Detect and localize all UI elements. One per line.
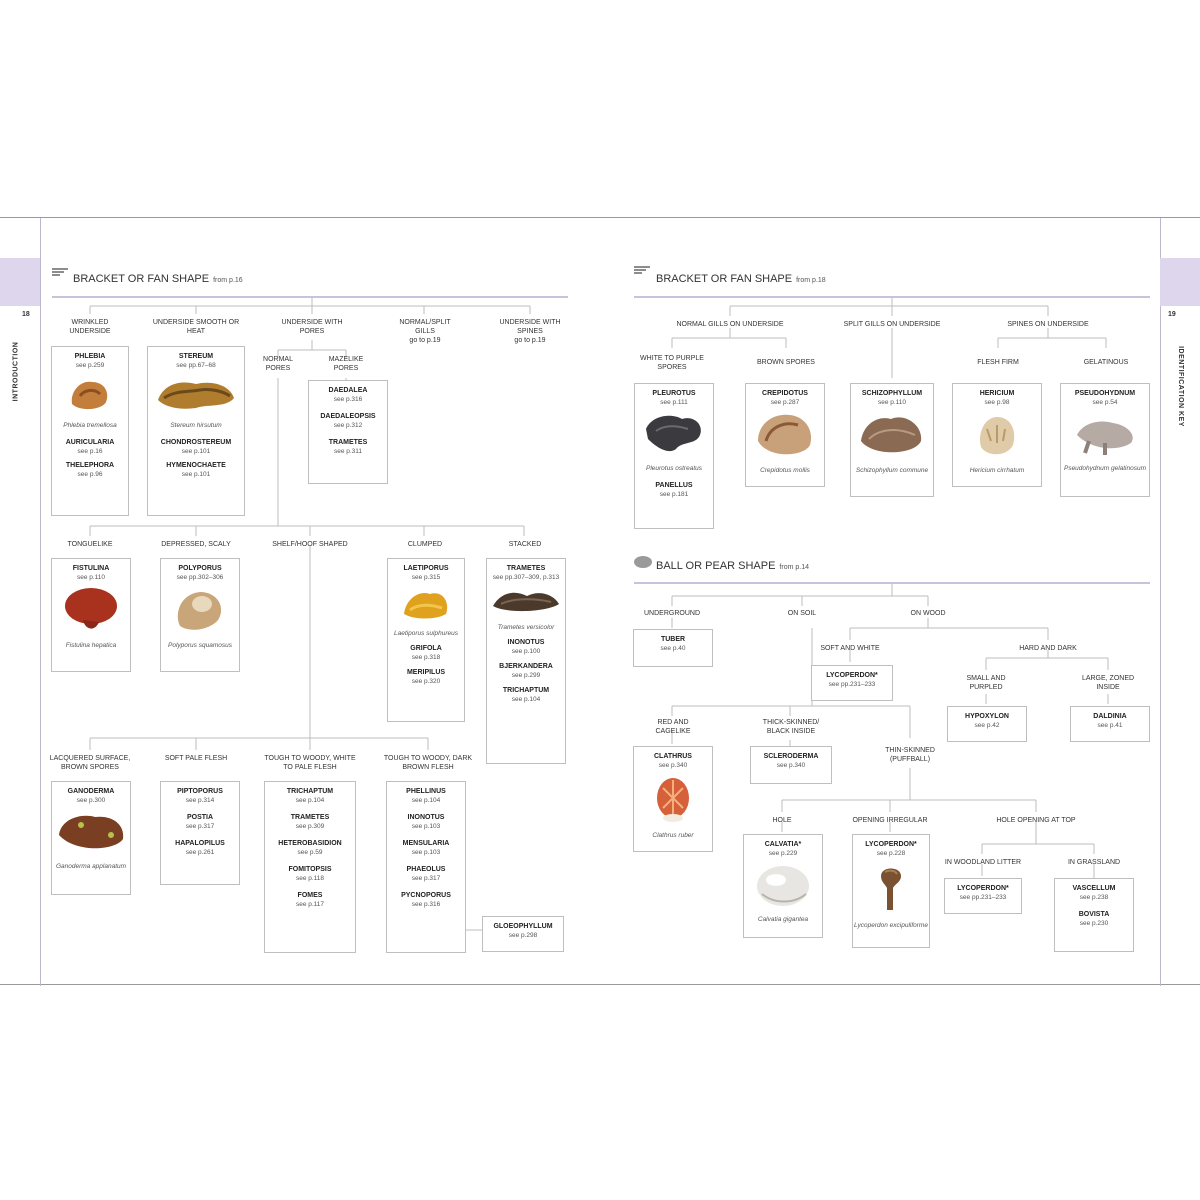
lycoperdon-photo-icon (875, 862, 907, 914)
branch-label: HOLE OPENING AT TOP (996, 817, 1076, 824)
branch-label: IN WOODLAND LITTER (944, 859, 1022, 866)
phlebia-photo-icon (66, 374, 114, 414)
branch-label: RED AND CAGELIKE (655, 719, 691, 735)
genus-box-stacked: TRAMETES see pp.307–309, p.313 Trametes versicolor INONOTUS see p.100 BJERKANDERA see p.299 TRICHAPTUM see p.104 (486, 558, 566, 764)
branch-label: CLUMPED (407, 541, 443, 548)
right-page-number: 19 (1168, 311, 1176, 318)
left-heading: BRACKET OR FAN SHAPE from p.16 (73, 273, 243, 285)
genus-box-tough-white: TRICHAPTUM see p.104 TRAMETES see p.309 HETEROBASIDION see p.59 FOMITOPSIS see p.118 FOMES see p.117 (264, 781, 356, 953)
right-side-label: IDENTIFICATION KEY (1176, 346, 1184, 427)
branch-label: ON SOIL (787, 610, 817, 617)
genus-box-lycoperdon-wood: LYCOPERDON* see pp.231–233 (811, 665, 893, 701)
branch-label: NORMAL PORES (263, 356, 293, 372)
genus-box-mazelike: DAEDALEA see p.316 DAEDALEOPSIS see p.312 TRAMETES see p.311 (308, 380, 388, 484)
genus-box-white-spores: PLEUROTUS see p.111 Pleurotus ostreatus PANELLUS see p.181 (634, 383, 714, 529)
genus-box-gloeophyllum: GLOEOPHYLLUM see p.298 (482, 916, 564, 952)
genus-box-tuber: TUBER see p.40 (633, 629, 713, 667)
branch-label: UNDERSIDE WITH PORES (281, 319, 343, 335)
crepidotus-photo-icon (754, 411, 816, 459)
branch-label: THIN-SKINNED (PUFFBALL) (885, 747, 935, 763)
branch-label: STACKED (508, 541, 542, 548)
branch-label: HARD AND DARK (1019, 645, 1077, 652)
polyporus-photo-icon (172, 586, 228, 634)
book-spread (0, 217, 1200, 985)
genus-box-lacquered: GANODERMA see p.300 Ganoderma applanatum (51, 781, 131, 895)
branch-label: OPENING IRREGULAR (852, 817, 928, 824)
genus-box-clathrus: CLATHRUS see p.340 Clathrus ruber (633, 746, 713, 852)
genus-box-daldinia: DALDINIA see p.41 (1070, 706, 1150, 742)
clathrus-photo-icon (653, 774, 693, 824)
branch-label: UNDERGROUND (644, 610, 700, 617)
branch-label: DEPRESSED, SCALY (161, 541, 231, 548)
branch-label: SOFT AND WHITE (820, 645, 880, 652)
genus-box-lycoperdon-irregular: LYCOPERDON* see p.228 Lycoperdon excipuliforme (852, 834, 930, 948)
genus-box-tough-dark: PHELLINUS see p.104 INONOTUS see p.103 MENSULARIA see p.103 PHAEOLUS see p.317 PYCNOPORUS see p.316 (386, 781, 466, 953)
stereum-photo-icon (156, 374, 236, 414)
branch-label: WRINKLED UNDERSIDE (69, 319, 111, 335)
branch-label: WHITE TO PURPLE SPORES (640, 355, 704, 371)
trametes-photo-icon (491, 586, 561, 616)
branch-label: LACQUERED SURFACE, BROWN SPORES (49, 755, 131, 771)
branch-label: SMALL AND PURPLED (966, 675, 1006, 691)
hericium-photo-icon (973, 411, 1021, 459)
branch-label: LARGE, ZONED INSIDE (1081, 675, 1135, 691)
branch-label: UNDERSIDE WITH SPINES go to p.19 (499, 319, 561, 344)
branch-label: BROWN SPORES (757, 359, 815, 366)
calvatia-photo-icon (754, 862, 812, 908)
branch-label: NORMAL/SPLIT GILLS go to p.19 (399, 319, 451, 344)
right-heading-2: BALL OR PEAR SHAPE from p.14 (656, 560, 809, 572)
genus-box-depressed: POLYPORUS see pp.302–306 Polyporus squamosus (160, 558, 240, 672)
branch-label: FLESH FIRM (977, 359, 1019, 366)
branch-label: TOUGH TO WOODY, WHITE TO PALE FLESH (264, 755, 356, 771)
genus-box-calvatia: CALVATIA* see p.229 Calvatia gigantea (743, 834, 823, 938)
branch-label: NORMAL GILLS ON UNDERSIDE (676, 321, 784, 328)
left-side-label: INTRODUCTION (12, 341, 20, 402)
genus-box-hypoxylon: HYPOXYLON see p.42 (947, 706, 1027, 742)
pseudohydnum-photo-icon (1069, 411, 1141, 457)
branch-label: SPINES ON UNDERSIDE (1007, 321, 1089, 328)
laetiporus-photo-icon (400, 586, 452, 622)
ganoderma-photo-icon (55, 809, 127, 855)
genus-box-clumped: LAETIPORUS see p.315 Laetiporus sulphureus GRIFOLA see p.318 MERIPILUS see p.320 (387, 558, 465, 722)
right-heading-1: BRACKET OR FAN SHAPE from p.18 (656, 273, 826, 285)
branch-label: THICK-SKINNED/ BLACK INSIDE (762, 719, 820, 735)
branch-label: TOUGH TO WOODY, DARK BROWN FLESH (383, 755, 473, 771)
genus-box-scleroderma: SCLERODERMA see p.340 (750, 746, 832, 784)
branch-label: GELATINOUS (1083, 359, 1129, 366)
genus-box-lycoperdon-woodland: LYCOPERDON* see pp.231–233 (944, 878, 1022, 914)
fistulina-photo-icon (61, 586, 121, 634)
genus-box-tonguelike: FISTULINA see p.110 Fistulina hepatica (51, 558, 131, 672)
genus-box-soft: PIPTOPORUS see p.314 POSTIA see p.317 HAPALOPILUS see p.261 (160, 781, 240, 885)
genus-box-flesh-firm: HERICIUM see p.98 Hericium cirrhatum (952, 383, 1042, 487)
branch-label: SHELF/HOOF SHAPED (272, 541, 348, 548)
genus-box-split-gills: SCHIZOPHYLLUM see p.110 Schizophyllum commune (850, 383, 934, 497)
branch-label: HOLE (772, 817, 792, 824)
genus-box-wrinkled: PHLEBIA see p.259 Phlebia tremellosa AURICULARIA see p.16 THELEPHORA see p.96 (51, 346, 129, 516)
genus-box-smooth: STEREUM see pp.67–68 Stereum hirsutum CHONDROSTEREUM see p.101 HYMENOCHAETE see p.101 (147, 346, 245, 516)
branch-label: IN GRASSLAND (1067, 859, 1121, 866)
left-page-number: 18 (22, 311, 30, 318)
genus-box-brown-spores: CREPIDOTUS see p.287 Crepidotus mollis (745, 383, 825, 487)
branch-label: ON WOOD (910, 610, 946, 617)
branch-label: MAZELIKE PORES (328, 356, 364, 372)
genus-box-gelatinous: PSEUDOHYDNUM see p.54 Pseudohydnum gelatinosum (1060, 383, 1150, 497)
pleurotus-photo-icon (642, 411, 706, 457)
branch-label: SOFT PALE FLESH (164, 755, 228, 762)
branch-label: SPLIT GILLS ON UNDERSIDE (843, 321, 941, 328)
branch-label: TONGUELIKE (67, 541, 113, 548)
branch-label: UNDERSIDE SMOOTH OR HEAT (152, 319, 240, 335)
schizophyllum-photo-icon (857, 411, 927, 459)
genus-box-grassland: VASCELLUM see p.238 BOVISTA see p.230 (1054, 878, 1134, 952)
